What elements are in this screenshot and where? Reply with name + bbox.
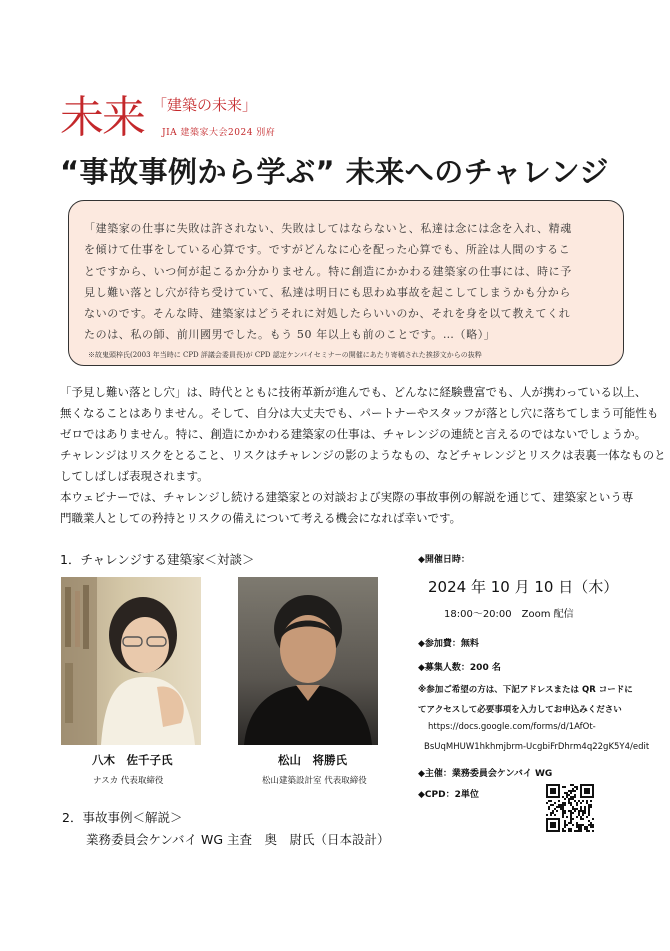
quote-line: 見し難い落とし穴が待ち受けていて、私達は明日にも思わぬ事故を起こしてしまうかも分から [84,285,571,299]
body-line: 「予見し難い落とし穴」は、時代とともに技術革新が進んでも、どんなに経験豊富でも、人が携わっている以上、 [60,385,647,399]
quote-note: ※故鬼頭梓氏(2003 年当時に CPD 評議会委員長)が CPD 認定ケンバイセミナーの開催にあたり寄稿された挨拶文からの抜粋 [88,351,482,359]
body-line: ゼロではありません。特に、創造にかかわる建築家の仕事は、チャレンジの連続と言えるのではないでしょうか。 [60,427,647,441]
speaker-name: 松山 将勝氏 [278,753,347,767]
quote-line: を傾けて仕事をしている心算です。ですがどんなに心を配った心算でも、所詮は人間のするこ [84,243,571,257]
qr-code-icon[interactable] [546,784,594,832]
speaker-photo-yagi [61,577,201,745]
apply-text: ※参加ご希望の方は、下記アドレスまたは QR コードに [418,685,633,695]
body-line: 本ウェビナーでは、チャレンジし続ける建築家との対談および実際の事故事例の解説を通じて、建築家という専 [60,490,634,504]
speaker-role: ナスカ 代表取締役 [93,776,164,786]
section2-heading: 2．事故事例＜解説＞ [62,810,183,825]
body-line: 門職業人としての矜持とリスクの備えについて考える機会になれば幸いです。 [60,511,462,525]
section2-detail: 業務委員会ケンバイ WG 主査 奥 尉氏（日本設計） [86,832,390,847]
body-text [60,382,666,529]
logo-mark: 未来 [60,92,144,143]
event-date: 2024 年 10 月 10 日（木） [428,578,619,596]
quote-line: たのは、私の師、前川國男でした。もう 50 年以上も前のことです。…（略）」 [84,328,496,342]
form-url[interactable]: https://docs.google.com/forms/d/1AfOt- [428,722,596,732]
body-line: 無くなることはありません。そして、自分は大丈夫でも、パートナーやスタッフが落とし穴に落ちてしまう可能性も [60,406,659,420]
logo-subtitle: 「建築の未来」 [152,96,258,114]
fee: ◆参加費：無料 [418,639,479,649]
body-line: チャレンジはリスクをとること、リスクはチャレンジの影のようなもの、などチャレンジとリスクは表裏一体なものと [60,448,666,462]
capacity: ◆募集人数：200 名 [418,663,501,673]
organizer: ◆主催：業務委員会ケンバイ WG [418,769,553,779]
quote-text [84,218,616,346]
logo-event: JIA 建築家大会2024 別府 [162,128,276,138]
section1-heading: 1．チャレンジする建築家＜対談＞ [60,552,255,567]
page-title: “事故事例から学ぶ” 未来へのチャレンジ [60,155,609,189]
event-time: 18:00～20:00 Zoom 配信 [444,609,574,620]
quote-line: 「建築家の仕事に失敗は許されない、失敗はしてはならないと、私達は念には念を入れ、精魂 [84,222,572,235]
speaker-role: 松山建築設計室 代表取締役 [262,776,367,786]
body-line: してしばしば表現されます。 [60,469,209,483]
cpd: ◆CPD：2単位 [418,790,479,800]
quote-line: とですから、いつ何が起こるか分かりません。特に創造にかかわる建築家の仕事には、時に予 [84,264,572,278]
apply-text: てアクセスして必要事項を入力してお申込みください [418,705,622,715]
form-url[interactable]: BsUqMHUW1hkhmjbrm-UcgbiFrDhrm4q22gK5Y4/edit [424,742,650,752]
speaker-name: 八木 佐千子氏 [92,753,173,767]
speaker-photo-matsuyama [238,577,378,745]
quote-line: ないのです。そんな時、建築家はどうそれに対処したらいいのか、それを身を以て教えてくれ [84,307,571,321]
date-label: ◆開催日時： [418,555,470,565]
